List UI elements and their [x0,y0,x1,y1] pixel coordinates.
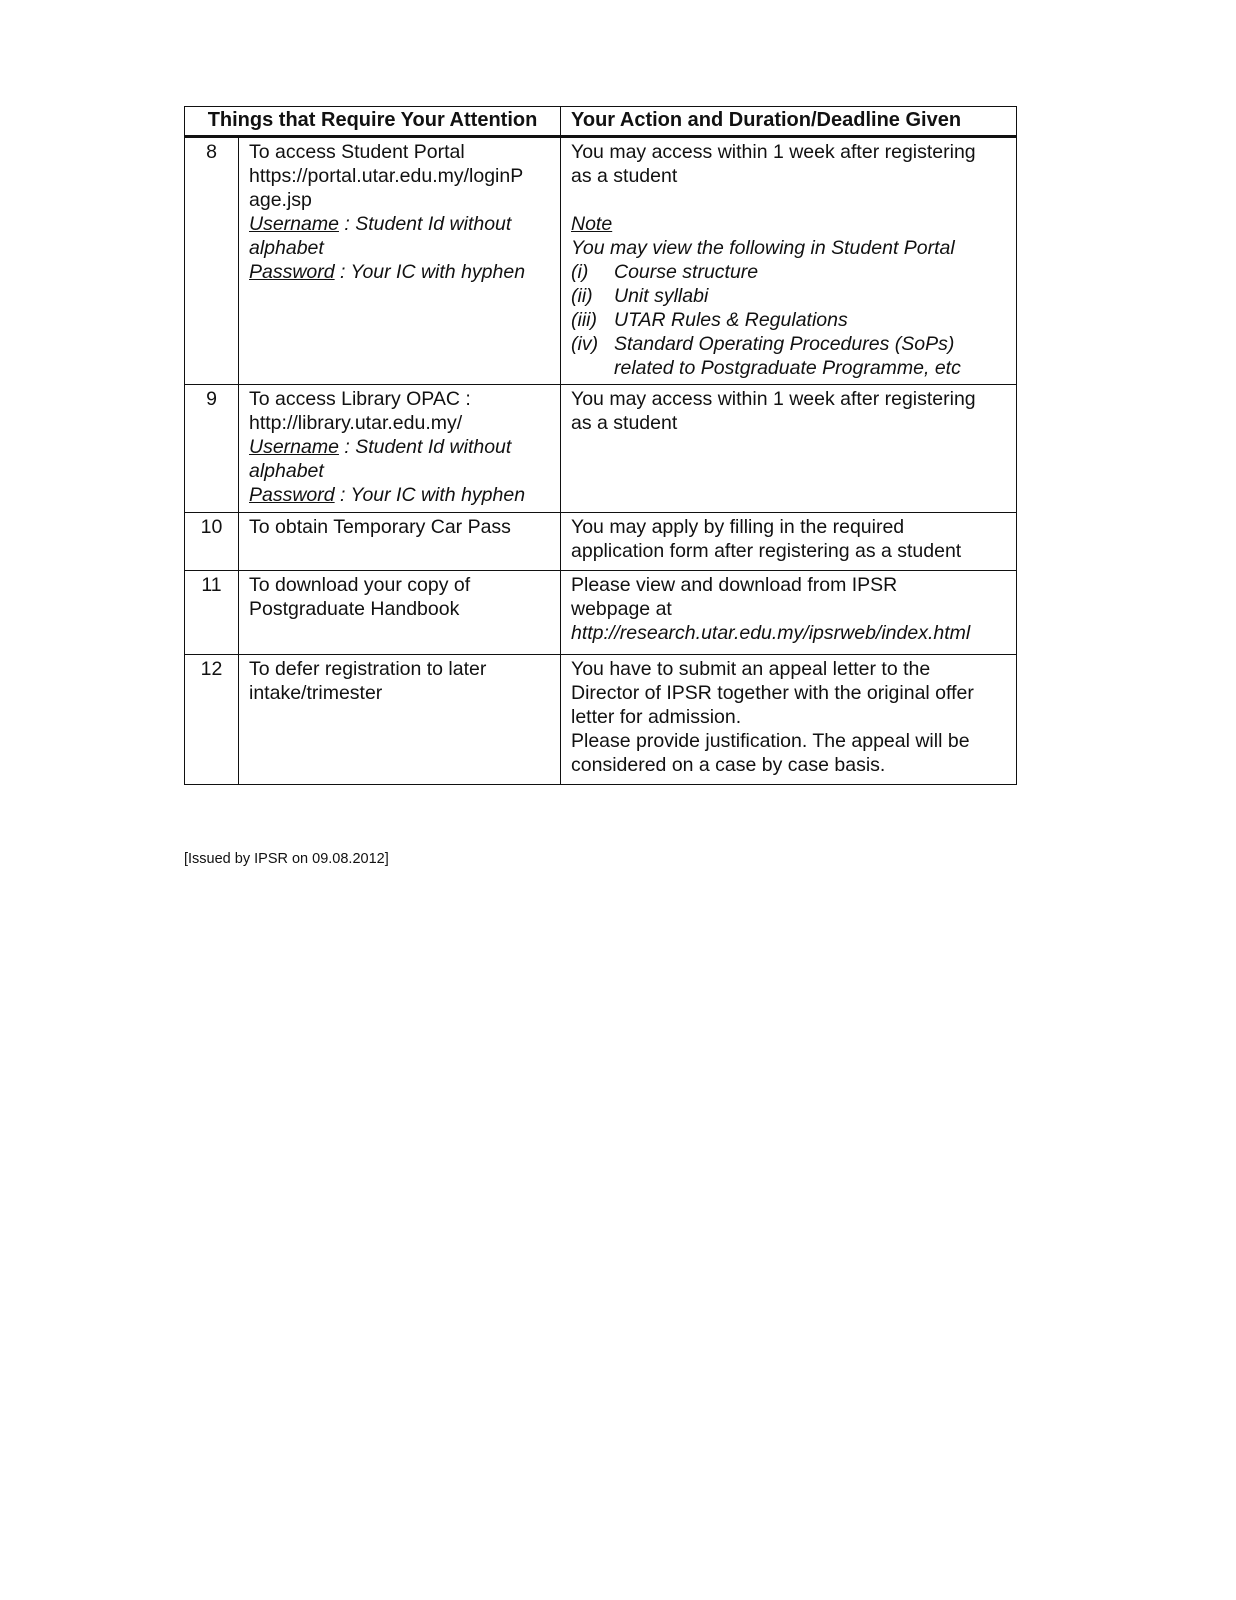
list-item-cont [571,356,1006,380]
username-line [249,212,550,236]
password-line [249,260,550,284]
attention-cell [239,571,561,655]
action-cell [561,137,1017,385]
portal-url: https://portal.utar.edu.my/loginP [249,165,524,187]
username-text: : Student Id without [338,436,512,458]
list-item-number: (i) [571,261,589,283]
row-number: 12 [185,655,239,785]
attention-line: To defer registration to later [249,658,487,680]
action-line: You may access within 1 week after registering [571,141,976,163]
table-row [185,655,1017,785]
action-line: letter for admission. [571,706,742,728]
row-number: 11 [185,571,239,655]
username-cont: alphabet [249,237,324,259]
list-item-text: Standard Operating Procedures (SoPs) [614,333,955,355]
attention-line: To access Student Portal [249,141,465,163]
issued-note: [Issued by IPSR on 09.08.2012] [184,851,389,867]
attention-cell [239,513,561,571]
list-item-text: related to Postgraduate Programme, etc [614,357,961,379]
spacer [571,188,1006,212]
action-line: considered on a case by case basis. [571,754,886,776]
attention-line: Postgraduate Handbook [249,598,460,620]
action-line: as a student [571,412,678,434]
action-cell [561,571,1017,655]
action-line: as a student [571,165,678,187]
list-item [571,308,1006,332]
username-label: Username [249,436,339,458]
attention-cell [239,655,561,785]
list-item [571,332,1006,356]
row-number: 10 [185,513,239,571]
header-action: Your Action and Duration/Deadline Given [561,107,1017,137]
table-row [185,571,1017,655]
action-line: You may access within 1 week after registering [571,388,976,410]
action-line: You may apply by filling in the required [571,516,905,538]
attention-line: To obtain Temporary Car Pass [249,516,511,538]
list-item-number: (iv) [571,333,599,355]
portal-url-cont: age.jsp [249,189,312,211]
password-line [249,483,550,507]
password-text: : Your IC with hyphen [334,484,526,506]
action-cell [561,513,1017,571]
row-number: 9 [185,385,239,513]
username-line [249,435,550,459]
header-attention: Things that Require Your Attention [185,107,561,137]
list-item [571,284,1006,308]
username-text: : Student Id without [338,213,512,235]
list-item-text: Course structure [614,261,759,283]
table-row [185,385,1017,513]
list-item-text: Unit syllabi [614,285,709,307]
attention-cell [239,137,561,385]
list-item-indent [571,356,614,380]
action-line: Director of IPSR together with the original offer [571,682,974,704]
library-url: http://library.utar.edu.my/ [249,412,463,434]
requirements-table [184,106,1017,785]
ipsr-url: http://research.utar.edu.my/ipsrweb/index.html [571,622,971,644]
table-row [185,513,1017,571]
password-text: : Your IC with hyphen [334,261,526,283]
table-header-row [185,107,1017,137]
action-cell [561,385,1017,513]
attention-line: To access Library OPAC : [249,388,471,410]
list-item-text: UTAR Rules & Regulations [614,309,848,331]
action-line: Please provide justification. The appeal will be [571,730,970,752]
action-line: webpage at [571,598,672,620]
action-line: Please view and download from IPSR [571,574,898,596]
action-line: You have to submit an appeal letter to the [571,658,931,680]
attention-cell [239,385,561,513]
action-line: application form after registering as a student [571,540,962,562]
attention-line: intake/trimester [249,682,383,704]
list-item-number: (ii) [571,285,593,307]
row-number: 8 [185,137,239,385]
list-item-number: (iii) [571,309,597,331]
table-row [185,137,1017,385]
attention-line: To download your copy of [249,574,471,596]
note-text: You may view the following in Student Portal [571,237,955,259]
list-item [571,260,1006,284]
note-label: Note [571,213,613,235]
password-label: Password [249,484,335,506]
username-cont: alphabet [249,460,324,482]
password-label: Password [249,261,335,283]
action-cell [561,655,1017,785]
username-label: Username [249,213,339,235]
